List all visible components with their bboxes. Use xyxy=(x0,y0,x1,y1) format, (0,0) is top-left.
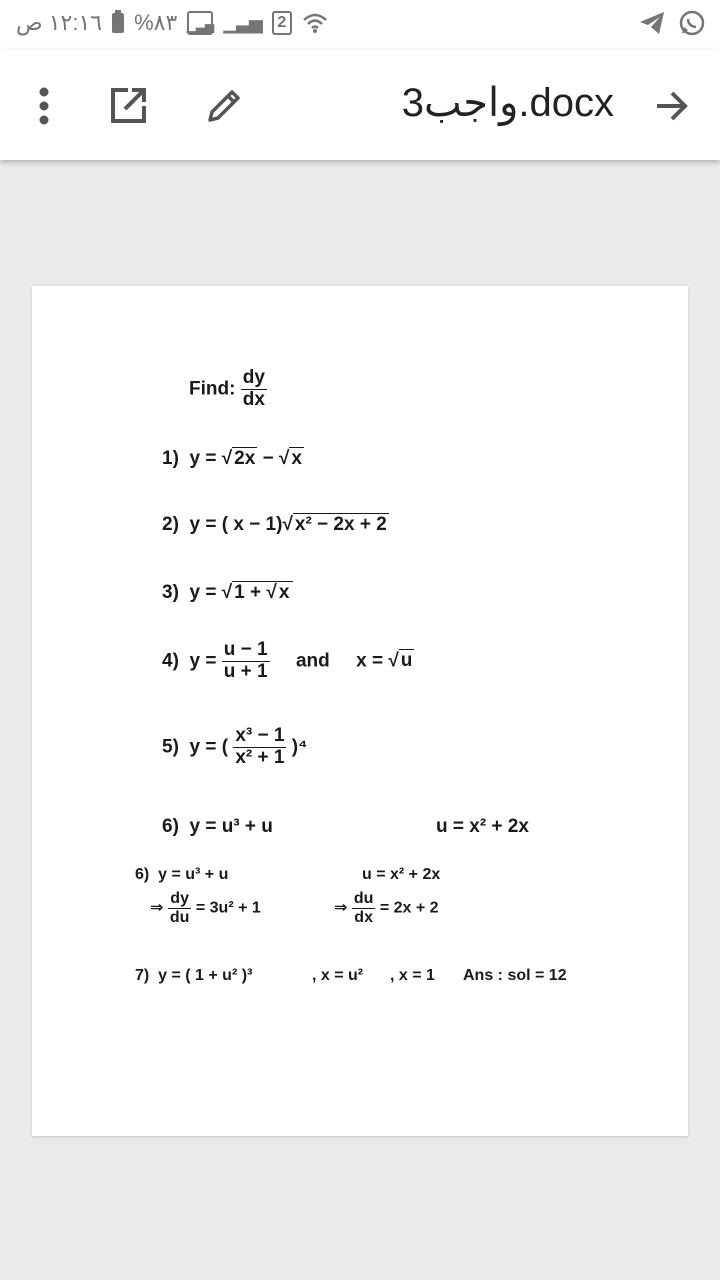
solution-6-derivative-2-value: = 2x + 2 xyxy=(379,899,439,917)
problem-4-number: 4) xyxy=(162,650,179,672)
open-in-new-icon xyxy=(108,86,148,126)
problem-4-rhs: x = xyxy=(356,650,384,672)
back-button[interactable] xyxy=(644,78,700,134)
document-title: واجب3.docx xyxy=(401,81,614,125)
find-heading xyxy=(189,368,267,411)
wifi-icon xyxy=(302,11,328,35)
solution-7-answer: Ans : sol = 12 xyxy=(463,967,567,984)
more-vertical-icon xyxy=(34,86,54,126)
battery-icon xyxy=(112,13,124,33)
problem-2-radicand: x² − 2x + 2 xyxy=(294,514,387,535)
problem-1-radicand-b: x xyxy=(291,448,302,469)
find-numerator: dy xyxy=(242,367,265,388)
more-options-button[interactable] xyxy=(16,78,72,134)
status-right xyxy=(638,9,706,37)
problem-2-factor: x − 1) xyxy=(233,514,283,535)
find-fraction xyxy=(241,368,267,411)
problem-3-outer-radical: 1 + √ x xyxy=(232,581,293,603)
whatsapp-icon xyxy=(678,9,706,37)
solution-7-lhs: y = ( 1 + u² )³ xyxy=(158,967,253,984)
problem-5-lhs: y = ( xyxy=(189,736,229,758)
status-left xyxy=(16,10,328,36)
problem-6 xyxy=(162,816,273,838)
problem-2-lhs: y = ( xyxy=(189,514,229,535)
solution-7-condition-2: , x = 1 xyxy=(390,967,435,984)
solution-7-number: 7) xyxy=(135,967,150,984)
problem-4: 4) y = $\frac{u - 1}{u + 1}$ and x = √ u xyxy=(162,639,413,682)
arrow-forward-icon xyxy=(654,88,690,124)
problem-6-number: 6) xyxy=(162,816,179,837)
problem-1-lhs: y = xyxy=(189,448,217,469)
find-denominator: dx xyxy=(242,388,265,410)
solution-6-frac-1 xyxy=(168,890,192,926)
problem-5-fraction xyxy=(233,726,286,769)
implies-arrow-2: ⇒ xyxy=(334,899,348,917)
edit-button[interactable] xyxy=(196,78,252,134)
problem-3: 3) y = √ 1 + √ x xyxy=(162,582,293,604)
implies-arrow-1: ⇒ xyxy=(150,899,164,917)
problem-3-radicand-prefix: 1 + xyxy=(234,582,262,603)
status-bar xyxy=(0,0,720,50)
solution-6-derivative-2 xyxy=(334,890,439,926)
problem-5 xyxy=(162,726,307,769)
solution-7-condition-1: , x = u² xyxy=(312,967,364,984)
open-external-button[interactable] xyxy=(100,78,156,134)
solution-6-frac-2-num: du xyxy=(353,890,374,907)
problem-1-radicand-a: 2x xyxy=(234,448,256,469)
battery-level: %٨٣ xyxy=(134,10,178,35)
problem-3-lhs: y = xyxy=(189,582,217,603)
problem-4-lhs: y = xyxy=(189,650,217,672)
solution-6-derivative-1-value: = 3u² + 1 xyxy=(195,899,261,917)
solution-6-frac-1-den: du xyxy=(169,908,190,926)
sim-slot-indicator: 2 xyxy=(272,11,292,35)
clock: ١٢:١٦ ص xyxy=(16,10,103,35)
app-toolbar xyxy=(0,50,720,160)
problem-5-denominator: x² + 1 xyxy=(235,746,285,768)
document-page[interactable] xyxy=(32,286,688,1136)
problem-3-number: 3) xyxy=(162,582,179,603)
problem-6-rhs: u = x² + 2x xyxy=(436,816,529,837)
solution-7-line xyxy=(135,967,252,985)
problem-2: 2) y = ( x − 1)√ x² − 2x + 2 xyxy=(162,514,387,535)
pencil-icon xyxy=(204,86,244,126)
problem-5-exponent: )⁴ xyxy=(291,736,308,758)
telegram-icon xyxy=(638,10,666,36)
solution-6-frac-2 xyxy=(352,890,376,926)
signal-box-icon: ▁▃▅ xyxy=(187,11,213,35)
problem-4-radicand: u xyxy=(400,650,413,672)
solution-6-derivative-1 xyxy=(150,890,261,926)
problem-3-inner-radicand: x xyxy=(278,582,290,603)
problem-4-fraction xyxy=(222,640,270,683)
problem-4-numerator: u − 1 xyxy=(223,639,268,660)
problem-4-denominator: u + 1 xyxy=(223,660,268,682)
solution-6-frac-2-den: dx xyxy=(354,908,373,926)
solution-6-number: 6) xyxy=(135,866,150,883)
problem-1-operator: − xyxy=(262,448,274,469)
problem-1: 1) y = √ 2x − √ x xyxy=(162,448,302,469)
problem-2-number: 2) xyxy=(162,514,179,535)
signal-icon: ▁▃▅ xyxy=(223,12,262,33)
problem-5-number: 5) xyxy=(162,736,179,758)
find-label: Find: xyxy=(189,378,236,400)
solution-6-rhs: u = x² + 2x xyxy=(362,866,441,883)
problem-6-lhs: y = u³ + u xyxy=(189,816,273,837)
problem-1-number: 1) xyxy=(162,448,179,469)
problem-4-and: and xyxy=(295,650,330,672)
problem-5-numerator: x³ − 1 xyxy=(235,725,285,746)
solution-6-line xyxy=(135,866,228,884)
solution-6-lhs: y = u³ + u xyxy=(158,866,229,883)
solution-6-frac-1-num: dy xyxy=(170,890,189,907)
